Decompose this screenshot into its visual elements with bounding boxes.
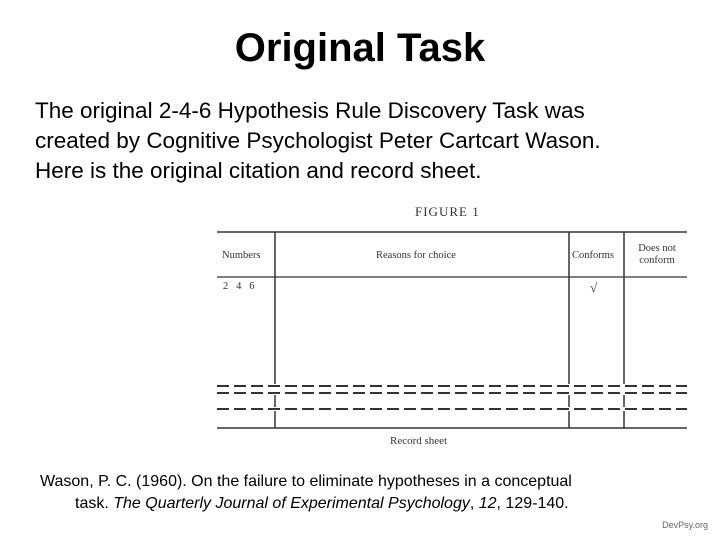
slide-title: Original Task [234, 26, 486, 70]
figure-caption: Record sheet [390, 435, 448, 447]
citation-line-2: task. The Quarterly Journal of Experimental Psychology, 12, 129-140. [75, 495, 569, 512]
record-sheet-grid [212, 198, 692, 438]
journal-title: The Quarterly Journal of Experimental Psychology [113, 495, 470, 512]
watermark: DevPsy.org [662, 520, 708, 530]
citation-line-1: Wason, P. C. (1960). On the failure to eliminate hypotheses in a conceptual [40, 473, 572, 490]
intro-line-1: The original 2-4-6 Hypothesis Rule Discovery Task was [35, 98, 585, 123]
journal-volume: 12 [478, 495, 497, 512]
intro-text [35, 96, 695, 186]
record-sheet-figure [212, 198, 692, 458]
column-header-numbers: Numbers [222, 250, 261, 261]
column-header-conforms: Conforms [572, 250, 614, 261]
intro-line-2: created by Cognitive Psychologist Peter Cartcart Wason. [35, 128, 601, 153]
figure-title: FIGURE 1 [415, 204, 480, 219]
row-1-conforms-check: √ [590, 280, 598, 295]
column-header-reasons: Reasons for choice [376, 250, 456, 261]
citation [40, 471, 680, 515]
row-1-numbers: 2 4 6 [223, 281, 255, 292]
intro-line-3: Here is the original citation and record sheet. [35, 158, 482, 183]
column-header-does-not-conform: Does not conform [638, 243, 676, 266]
